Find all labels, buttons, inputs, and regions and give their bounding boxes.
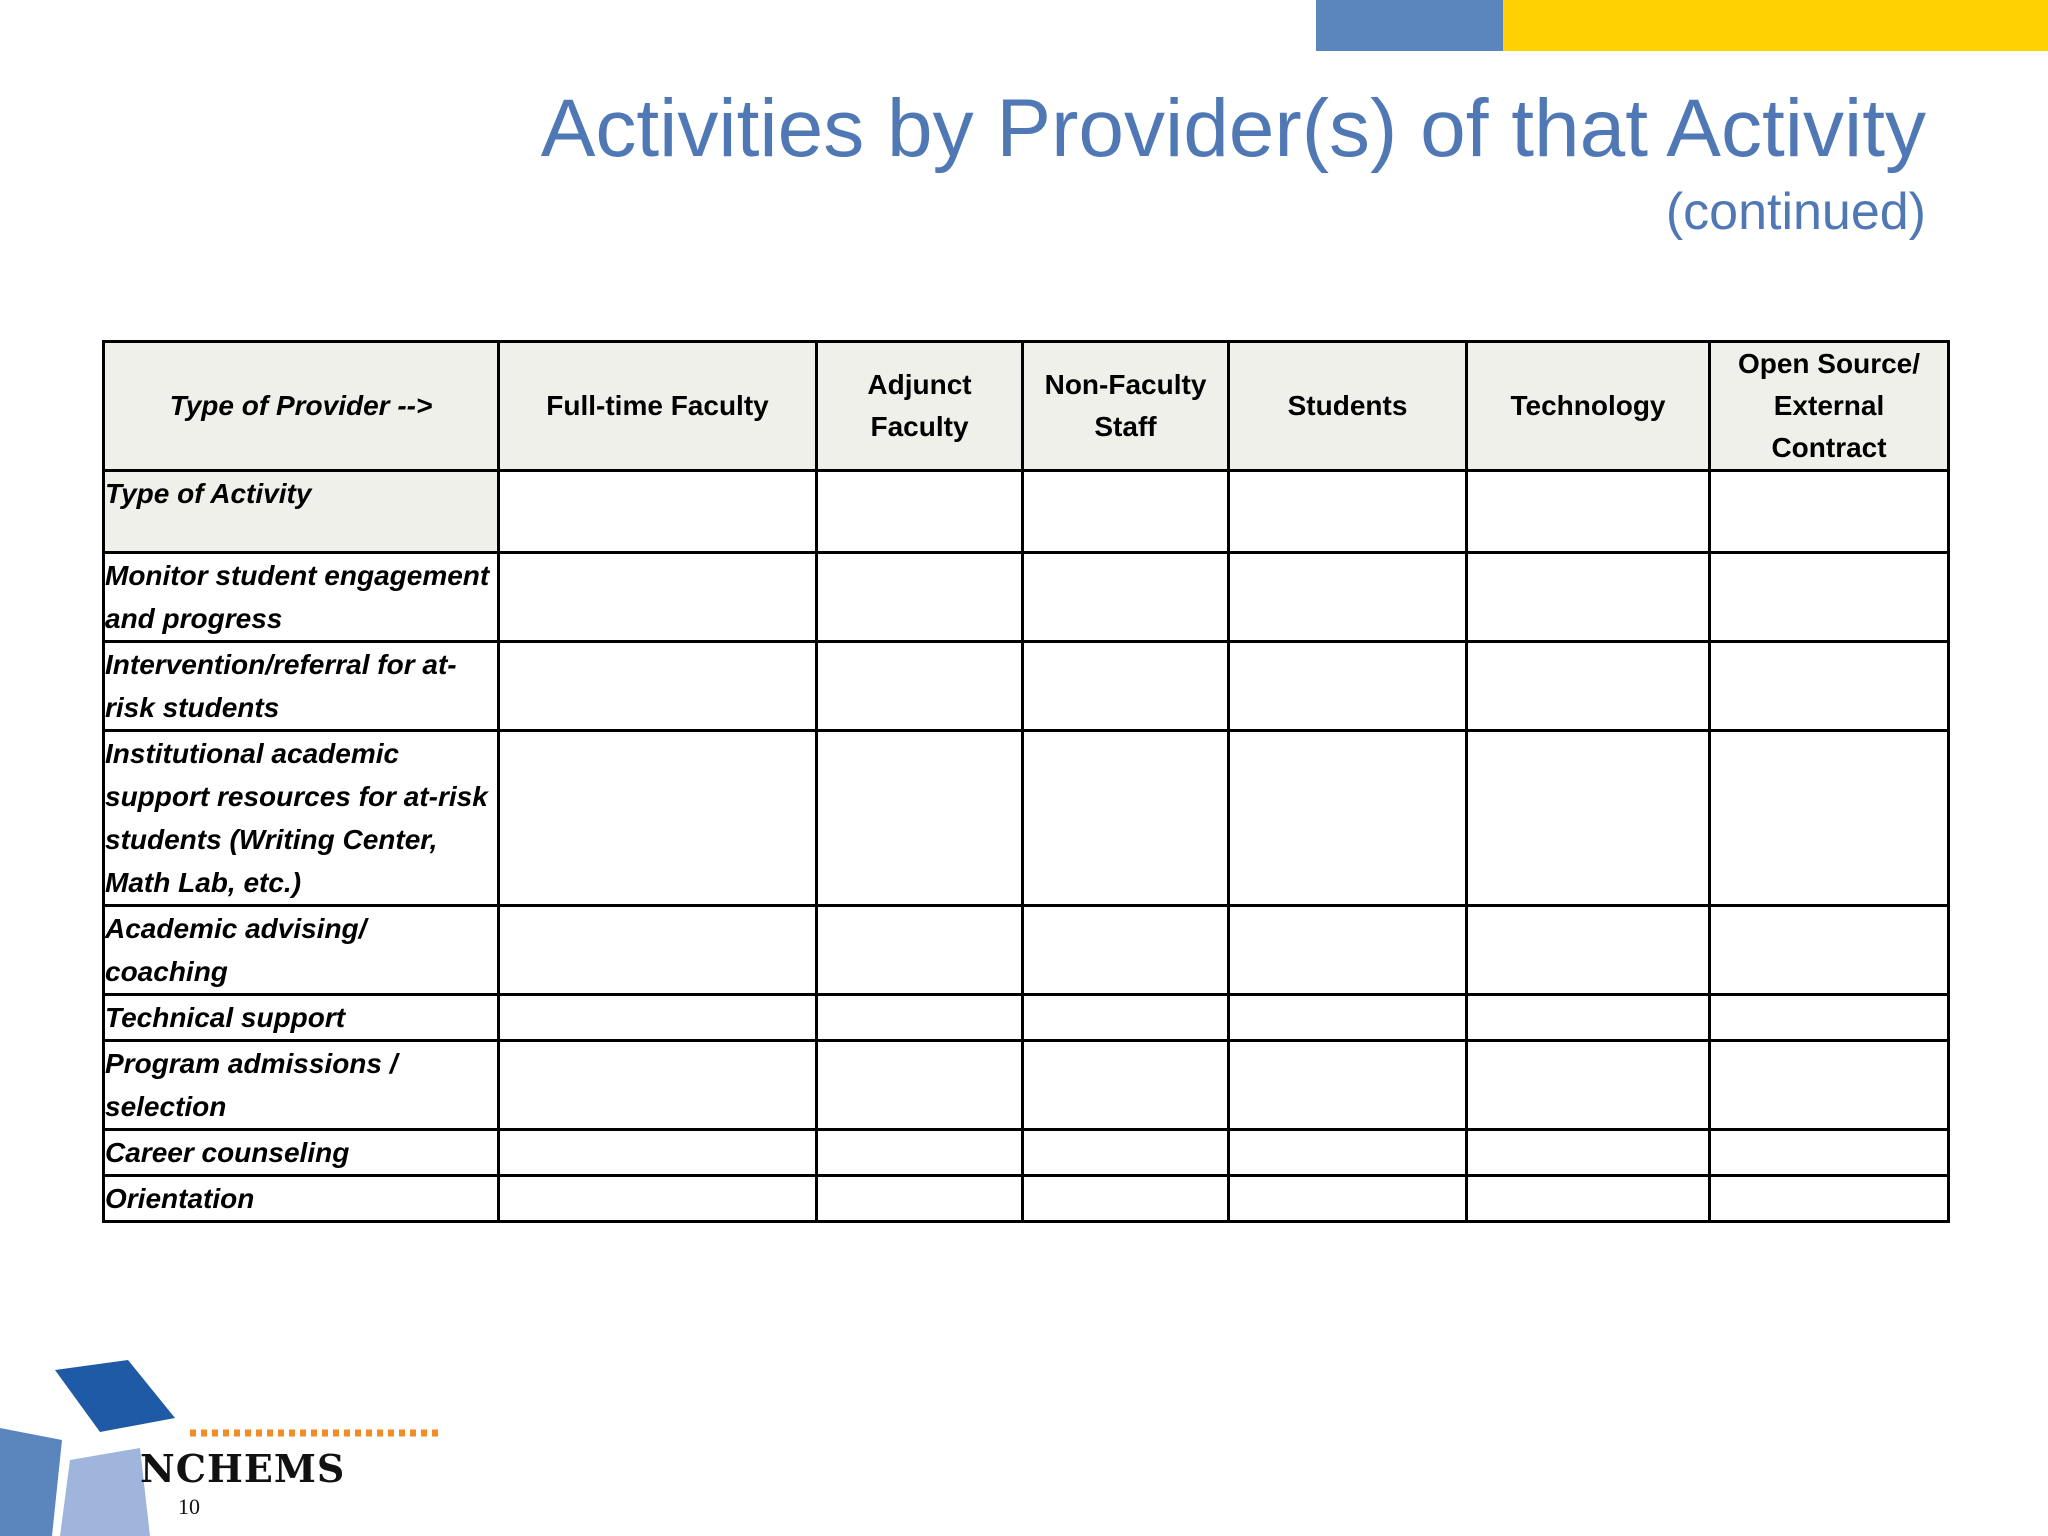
table-cell: [1229, 471, 1467, 553]
table-cell: [1023, 906, 1229, 995]
logo-cube-left: [0, 1428, 62, 1536]
table-cell: [1710, 471, 1949, 553]
table-cell: [1467, 906, 1710, 995]
table-cell: [817, 1176, 1023, 1222]
table-cell: [1710, 731, 1949, 906]
activity-label: Career counseling: [104, 1130, 499, 1176]
table-cell: [1467, 1130, 1710, 1176]
table-cell: [499, 1130, 817, 1176]
table-cell: [1023, 1176, 1229, 1222]
table-cell: [1229, 1176, 1467, 1222]
table-cell: [1229, 553, 1467, 642]
activity-label: Program admissions / selection: [104, 1041, 499, 1130]
table-cell: [1467, 1176, 1710, 1222]
logo-text: NCHEMS: [140, 1446, 346, 1491]
top-accent-bar-blue: [1316, 0, 1503, 51]
column-header-full-time-faculty: Full-time Faculty: [499, 342, 817, 471]
table-cell: [1229, 1041, 1467, 1130]
table-cell: [1229, 995, 1467, 1041]
table-cell: [1467, 553, 1710, 642]
table-row: [104, 1041, 1949, 1130]
table-cell: [1467, 1041, 1710, 1130]
activity-label: Orientation: [104, 1176, 499, 1222]
table-cell: [1710, 1176, 1949, 1222]
table-cell: [1229, 906, 1467, 995]
page-number: 10: [178, 1494, 200, 1519]
activity-label: Institutional academic support resources for at-risk students (Writing Center, Math Lab, etc.): [104, 731, 499, 906]
logo-cube-right: [60, 1448, 150, 1536]
table-row: [104, 471, 1949, 553]
table-row: [104, 731, 1949, 906]
column-header-students: Students: [1229, 342, 1467, 471]
table-row: [104, 1130, 1949, 1176]
table-cell: [1710, 1130, 1949, 1176]
corner-label: Type of Provider -->: [104, 342, 499, 471]
table-cell: [817, 553, 1023, 642]
table-cell: [499, 906, 817, 995]
table-cell: [499, 731, 817, 906]
table-cell: [817, 906, 1023, 995]
table-cell: [1023, 642, 1229, 731]
table-cell: [817, 1130, 1023, 1176]
table-cell: [499, 553, 817, 642]
activity-label: Monitor student engagement and progress: [104, 553, 499, 642]
nchems-logo-icon: [0, 1340, 460, 1536]
table-cell: [499, 1176, 817, 1222]
table-cell: [1467, 995, 1710, 1041]
table-cell: [1467, 642, 1710, 731]
column-header-non-faculty-staff: Non-Faculty Staff: [1023, 342, 1229, 471]
table-cell: [499, 1041, 817, 1130]
provider-activity-table: [102, 340, 1950, 1223]
top-accent-bar-yellow: [1503, 0, 2048, 51]
table-cell: [1023, 1130, 1229, 1176]
table-cell: [1023, 471, 1229, 553]
slide-subtitle: (continued): [1665, 183, 1926, 241]
table-cell: [1710, 995, 1949, 1041]
table-row: [104, 642, 1949, 731]
column-header-technology: Technology: [1467, 342, 1710, 471]
table-cell: [1710, 642, 1949, 731]
table-cell: [1023, 1041, 1229, 1130]
column-header-open-source-external-contract: Open Source/ External Contract: [1710, 342, 1949, 471]
table-cell: [1467, 731, 1710, 906]
logo-cube-top: [55, 1360, 175, 1432]
table-cell: [1229, 731, 1467, 906]
table-cell: [1229, 642, 1467, 731]
table-cell: [499, 471, 817, 553]
slide-title: Activities by Provider(s) of that Activity: [540, 83, 1926, 174]
table-cell: [817, 1041, 1023, 1130]
table-cell: [1229, 1130, 1467, 1176]
table-cell: [1710, 553, 1949, 642]
table-cell: [1023, 731, 1229, 906]
table-cell: [817, 471, 1023, 553]
table-row: [104, 553, 1949, 642]
table-cell: [499, 995, 817, 1041]
table-cell: [499, 642, 817, 731]
table-cell: [817, 995, 1023, 1041]
table-row: [104, 995, 1949, 1041]
activity-label: Academic advising/ coaching: [104, 906, 499, 995]
table-cell: [1023, 553, 1229, 642]
column-header-adjunct-faculty: Adjunct Faculty: [817, 342, 1023, 471]
table-row: [104, 906, 1949, 995]
activity-label: Technical support: [104, 995, 499, 1041]
table-cell: [817, 642, 1023, 731]
table-header-row: [104, 342, 1949, 471]
activity-label: Intervention/referral for at-risk students: [104, 642, 499, 731]
table-cell: [1467, 471, 1710, 553]
table-cell: [817, 731, 1023, 906]
table-row: [104, 1176, 1949, 1222]
table-cell: [1710, 1041, 1949, 1130]
table-cell: [1710, 906, 1949, 995]
activity-header-cell: Type of Activity: [104, 471, 499, 553]
table-cell: [1023, 995, 1229, 1041]
